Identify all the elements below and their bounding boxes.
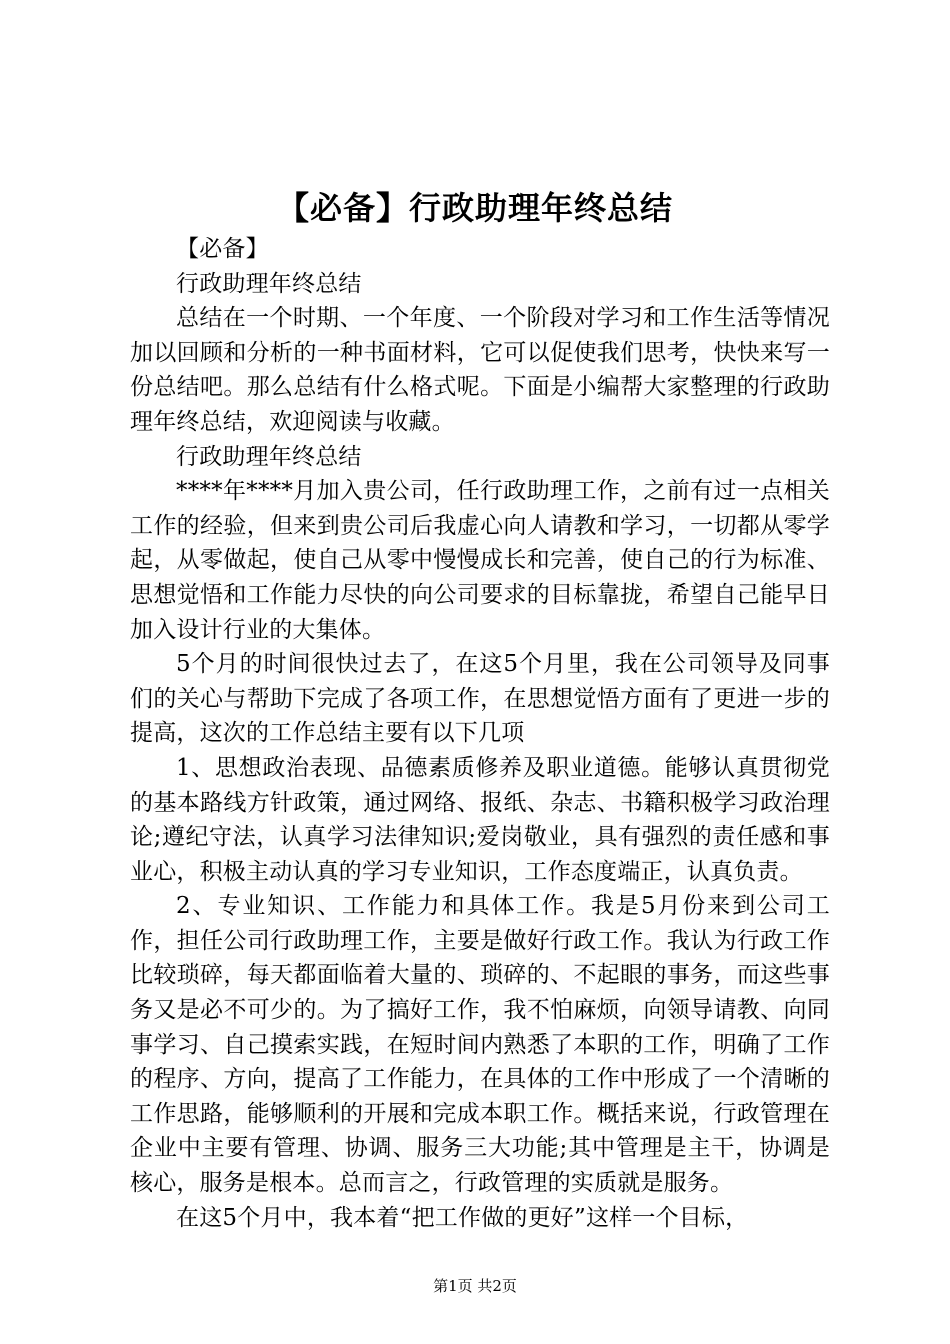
paragraph-tag: 【必备】: [176, 236, 269, 262]
paragraph-section-heading: 行政助理年终总结: [176, 443, 362, 470]
document-title: 【必备】行政助理年终总结: [276, 189, 673, 227]
paragraph-joining: ****年****月加入贵公司，任行政助理工作，之前有过一点相关工作的经验，但来到贵公司后我虚心向人请教和学习，一切都从零学起，从零做起，使自己从零中慢慢成长和完善，使自己的行为标准、思想觉悟和工作能力尽快的向公司要求的目标靠拢，希望自己能早日加入设计行业的大集体。: [130, 478, 830, 643]
paragraph-five-months: 5个月的时间很快过去了，在这5个月里，我在公司领导及同事们的关心与帮助下完成了各项工作，在思想觉悟方面有了更进一步的提高，这次的工作总结主要有以下几项: [130, 651, 830, 747]
paragraph-continued: 在这5个月中，我本着“把工作做的更好”这样一个目标，: [176, 1204, 749, 1231]
page-number-footer: 第1页 共2页: [433, 1277, 517, 1295]
paragraph-intro: 总结在一个时期、一个年度、一个阶段对学习和工作生活等情况加以回顾和分析的一种书面材料，它可以促使我们思考，快快来写一份总结吧。那么总结有什么格式呢。下面是小编帮大家整理的行政助理年终总结，欢迎阅读与收藏。: [130, 305, 830, 435]
document-body: [130, 232, 830, 1235]
paragraph-item-2: 2、专业知识、工作能力和具体工作。我是5月份来到公司工作，担任公司行政助理工作，主要是做好行政工作。我认为行政工作比较琐碎，每天都面临着大量的、琐碎的、不起眼的事务，而这些事务又是必不可少的。为了搞好工作，我不怕麻烦，向领导请教、向同事学习、自己摸索实践，在短时间内熟悉了本职的工作，明确了工作的程序、方向，提高了工作能力，在具体的工作中形成了一个清晰的工作思路，能够顺利的开展和完成本职工作。概括来说，行政管理在企业中主要有管理、协调、服务三大功能;其中管理是主干，协调是核心，服务是根本。总而言之，行政管理的实质就是服务。: [130, 893, 830, 1197]
paragraph-subtitle: 行政助理年终总结: [176, 270, 362, 297]
paragraph-item-1: 1、思想政治表现、品德素质修养及职业道德。能够认真贯彻党的基本路线方针政策，通过网络、报纸、杂志、书籍积极学习政治理论;遵纪守法，认真学习法律知识;爱岗敬业，具有强烈的责任感和事业心，积极主动认真的学习专业知识，工作态度端正，认真负责。: [130, 754, 830, 885]
